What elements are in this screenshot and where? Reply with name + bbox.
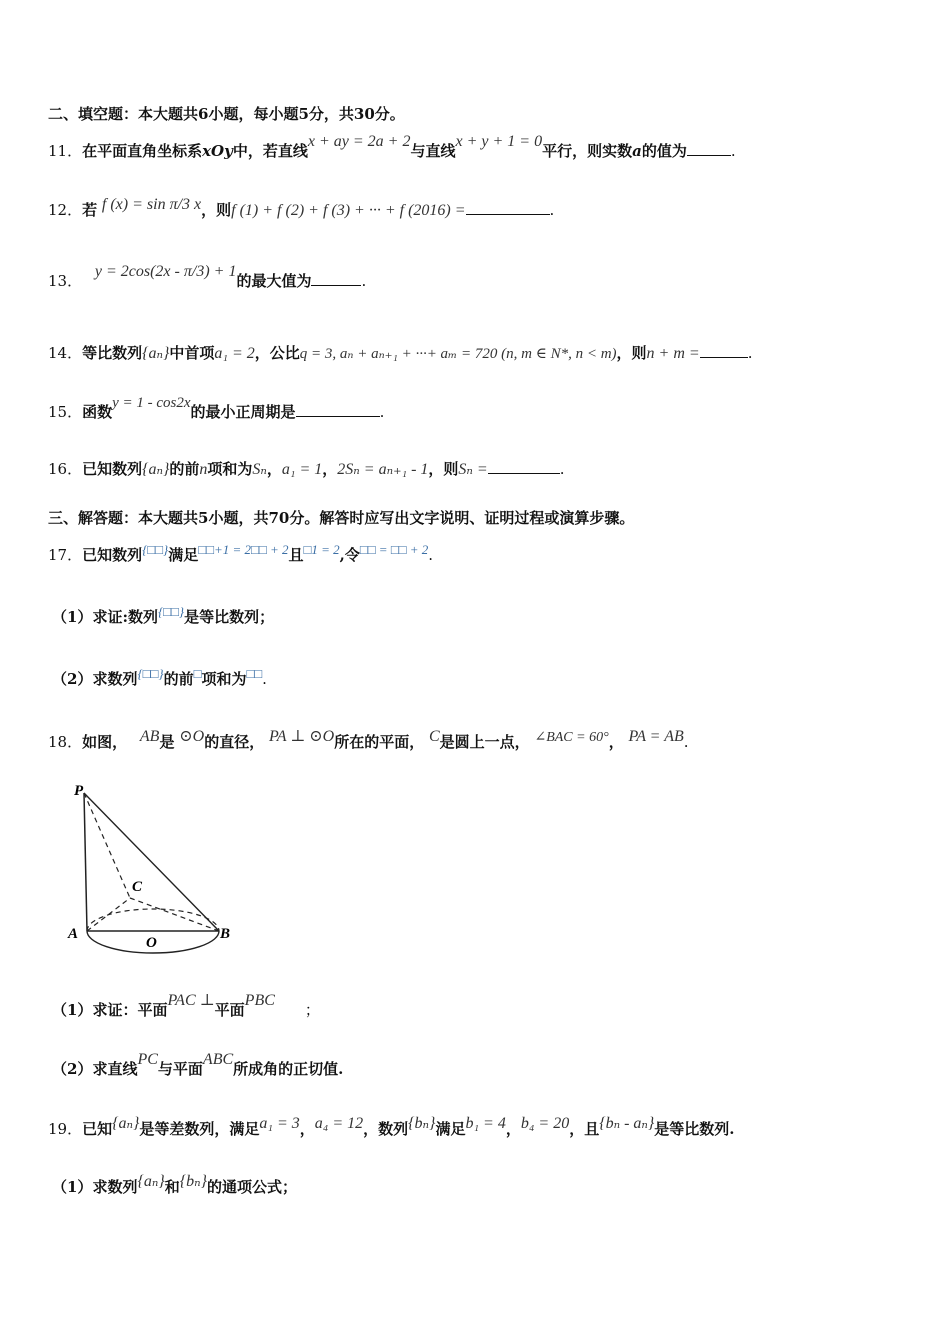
q17-p2-label: （2） (52, 670, 93, 688)
q17-p2-text: 求数列 (92, 670, 138, 688)
q12-text-2: ，则 (201, 201, 232, 219)
q19-number: 19． (48, 1120, 83, 1138)
label-b: B (220, 926, 231, 942)
q17-p2-text-3: 项和为 (201, 670, 247, 688)
q18-p1-text-2: 平面 (214, 1001, 245, 1019)
q12-number: 12． (48, 201, 83, 219)
q19-math-a4: a₄ = 12 (314, 1115, 364, 1132)
q12-end: . (549, 201, 555, 219)
q18-end: . (683, 733, 689, 751)
q16-math-sn: Sₙ (252, 461, 267, 478)
q14-answer-blank[interactable] (700, 343, 748, 358)
q19-p1-label: （1） (52, 1178, 93, 1196)
q19-p1-text: 求数列 (92, 1178, 138, 1196)
q17-text-3: 且 (288, 546, 304, 564)
q17-math-initial: □1 = 2 (303, 542, 340, 557)
q19-text-4: ，数列 (363, 1120, 409, 1138)
q18-text: 如图， (82, 733, 128, 751)
q17-p2-end: . (262, 670, 267, 688)
q18-p1-math: PAC ⊥ (167, 992, 215, 1009)
q16-text-3: 项和为 (207, 460, 253, 478)
label-o: O (146, 935, 157, 951)
q17-p1-math: {□□} (157, 604, 185, 619)
q16-number: 16． (48, 460, 83, 478)
label-p: P (74, 783, 84, 799)
q11-text-2: 中，若直线 (232, 142, 308, 160)
q15-text-2: 的最小正周期是 (190, 403, 296, 421)
q17-p1-text-2: 是等比数列； (184, 608, 275, 626)
q17-p2-math-sum: □□ (246, 666, 263, 681)
question-17 (48, 542, 434, 566)
q18-text-4: 所在的平面， (334, 733, 425, 751)
q17-math-def: □□ = □□ + 2 (359, 542, 429, 557)
q13-end: . (361, 272, 367, 290)
question-11 (48, 133, 736, 162)
q18-p1-label: （1） (52, 1001, 93, 1019)
question-12 (48, 196, 555, 221)
q15-math-func: y = 1 - cos2x (112, 395, 191, 411)
q11-answer-blank[interactable] (687, 141, 731, 156)
q15-text: 函数 (82, 403, 113, 421)
q18-part-1 (52, 992, 320, 1021)
edge-pb (84, 793, 219, 931)
q19-text-7: ，且 (569, 1120, 600, 1138)
q19-text-3: ， (299, 1120, 315, 1138)
q17-text-2: 满足 (168, 546, 199, 564)
q15-answer-blank[interactable] (296, 402, 380, 417)
q11-xoy: xOy (202, 142, 233, 160)
q17-p2-text-2: 的前 (163, 670, 194, 688)
question-19 (48, 1115, 735, 1140)
q14-math-seq: {aₙ} (142, 345, 170, 362)
q18-math-pa-ab: PA = AB (628, 728, 684, 745)
q18-math-perp: PA ⊥ ⊙O (269, 728, 335, 745)
q17-text: 已知数列 (82, 546, 143, 564)
q16-math-recurrence: 2Sₙ = aₙ₊₁ - 1 (337, 461, 429, 478)
q18-p2-text-2: 与平面 (157, 1060, 203, 1078)
q18-p2-math-pc: PC (137, 1051, 158, 1068)
edge-pa (84, 793, 87, 931)
q16-math-n: n (199, 461, 208, 478)
q18-p2-text-3: 所成角的正切值. (233, 1060, 344, 1078)
q16-math-sn-eq: Sₙ = (458, 461, 488, 478)
circle-upper-arc (87, 909, 219, 931)
q18-p1-text: 求证：平面 (92, 1001, 168, 1019)
q18-p1-math-2: PBC (244, 992, 275, 1009)
q19-text-2: 是等差数列，满足 (139, 1120, 260, 1138)
q16-text-6: ，则 (428, 460, 459, 478)
q19-p1-math-bn: {bₙ} (179, 1173, 208, 1190)
q19-text-8: 是等比数列. (654, 1120, 735, 1138)
q18-number: 18． (48, 733, 83, 751)
q18-text-5: 是圆上一点， (439, 733, 530, 751)
q17-p1-text: 求证:数列 (92, 608, 158, 626)
q14-math-a1: a₁ = 2 (214, 345, 255, 362)
q19-part-1 (52, 1173, 298, 1198)
q17-number: 17． (48, 546, 83, 564)
q11-text-5: 的值为 (641, 142, 687, 160)
q17-text-4: ,令 (339, 546, 360, 564)
question-18 (48, 728, 689, 754)
q14-text: 等比数列 (82, 344, 143, 362)
q16-end: . (559, 460, 565, 478)
question-13 (48, 263, 367, 292)
q17-math-recurrence: □□+1 = 2□□ + 2 (198, 542, 289, 557)
q14-text-2: 中首项 (169, 344, 215, 362)
q16-math-a1: a₁ = 1 (281, 461, 323, 478)
q11-text-4: 平行，则实数 (542, 142, 633, 160)
q16-answer-blank[interactable] (488, 459, 560, 474)
q19-math-b4: b₄ = 20 (520, 1115, 570, 1132)
q17-end: . (428, 546, 434, 564)
q18-p2-label: （2） (52, 1060, 93, 1078)
section-2-heading: 二、填空题：本大题共6小题，每小题5分，共30分。 (48, 105, 405, 123)
q18-text-6: ， (608, 733, 624, 751)
q16-text-2: 的前 (169, 460, 200, 478)
q11-math-line1: x + ay = 2a + 2 (307, 133, 411, 150)
q11-text-3: 与直线 (410, 142, 456, 160)
question-14 (48, 343, 752, 364)
q19-text-5: 满足 (435, 1120, 466, 1138)
q17-part-1 (52, 604, 275, 628)
q19-p1-math-an: {aₙ} (137, 1173, 165, 1190)
q19-math-bn: {bₙ} (408, 1115, 436, 1132)
q14-end: . (747, 344, 753, 362)
q18-p2-text: 求直线 (92, 1060, 138, 1078)
q17-p1-label: （1） (52, 608, 93, 626)
q17-p2-math-seq: {□□} (137, 666, 164, 681)
q13-number: 13． (48, 272, 83, 290)
q18-p1-end: ； (304, 1001, 320, 1019)
q17-math-seq: {□□} (142, 542, 169, 557)
q12-math-sum: f (1) + f (2) + f (3) + ··· + f (2016) = (231, 202, 466, 219)
edge-pc (84, 793, 130, 898)
q11-var-a: a (632, 142, 642, 160)
q16-text-4: ， (266, 460, 282, 478)
q18-figure (60, 778, 250, 968)
q16-math-seq: {aₙ} (142, 461, 170, 478)
q13-text: 的最大值为 (236, 272, 312, 290)
q14-number: 14． (48, 344, 83, 362)
edge-ac (87, 898, 130, 931)
q17-p2-math-n: □ (193, 666, 202, 681)
q18-text-3: 的直径， (204, 733, 265, 751)
section-3-heading: 三、解答题：本大题共5小题，共70分。解答时应写出文字说明、证明过程或演算步骤。 (48, 509, 635, 527)
q11-math-line2: x + y + 1 = 0 (455, 133, 543, 150)
q16-text-5: ， (322, 460, 338, 478)
q19-math-a1: a₁ = 3 (259, 1115, 300, 1132)
q19-text: 已知 (82, 1120, 113, 1138)
q18-math-angle: ∠BAC = 60° (534, 730, 609, 745)
q19-p1-text-2: 和 (164, 1178, 180, 1196)
q14-text-4: ，则 (616, 344, 647, 362)
q18-text-2: 是 (159, 733, 175, 751)
label-a: A (68, 926, 79, 942)
q13-math-func: y = 2cos(2x - π/3) + 1 (94, 263, 237, 280)
q11-number: 11． (48, 142, 83, 160)
q14-text-3: ，公比 (254, 344, 300, 362)
q15-number: 15． (48, 403, 83, 421)
q19-text-6: ， (505, 1120, 521, 1138)
question-16 (48, 459, 564, 480)
q17-part-2 (52, 666, 267, 690)
q18-math-c: C (429, 728, 440, 745)
q12-text: 若 (82, 201, 98, 219)
q18-p2-math-abc: ABC (202, 1051, 234, 1068)
q15-end: . (379, 403, 385, 421)
edge-bc (130, 898, 219, 931)
q11-end: . (730, 142, 736, 160)
q18-math-circle: ⊙O (179, 728, 205, 745)
q19-math-b1: b₁ = 4 (465, 1115, 506, 1132)
q14-math-condition: q = 3, aₙ + aₙ₊₁ + ···+ aₘ = 720 (n, m ∈ N*, n < m) (299, 346, 617, 362)
q12-math-fx: f (x) = sin π/3 x (101, 196, 202, 213)
q16-text: 已知数列 (82, 460, 143, 478)
q19-p1-text-3: 的通项公式； (207, 1178, 298, 1196)
question-15 (48, 395, 385, 423)
q19-math-an: {aₙ} (112, 1115, 140, 1132)
label-c: C (132, 879, 143, 895)
q18-part-2 (52, 1051, 344, 1080)
q12-answer-blank[interactable] (466, 200, 550, 215)
q18-math-ab: AB (139, 728, 160, 745)
q13-answer-blank[interactable] (311, 271, 361, 286)
q11-text: 在平面直角坐标系 (82, 142, 203, 160)
q19-math-diff: {bₙ - aₙ} (599, 1115, 655, 1132)
q14-math-nm: n + m = (646, 345, 700, 362)
